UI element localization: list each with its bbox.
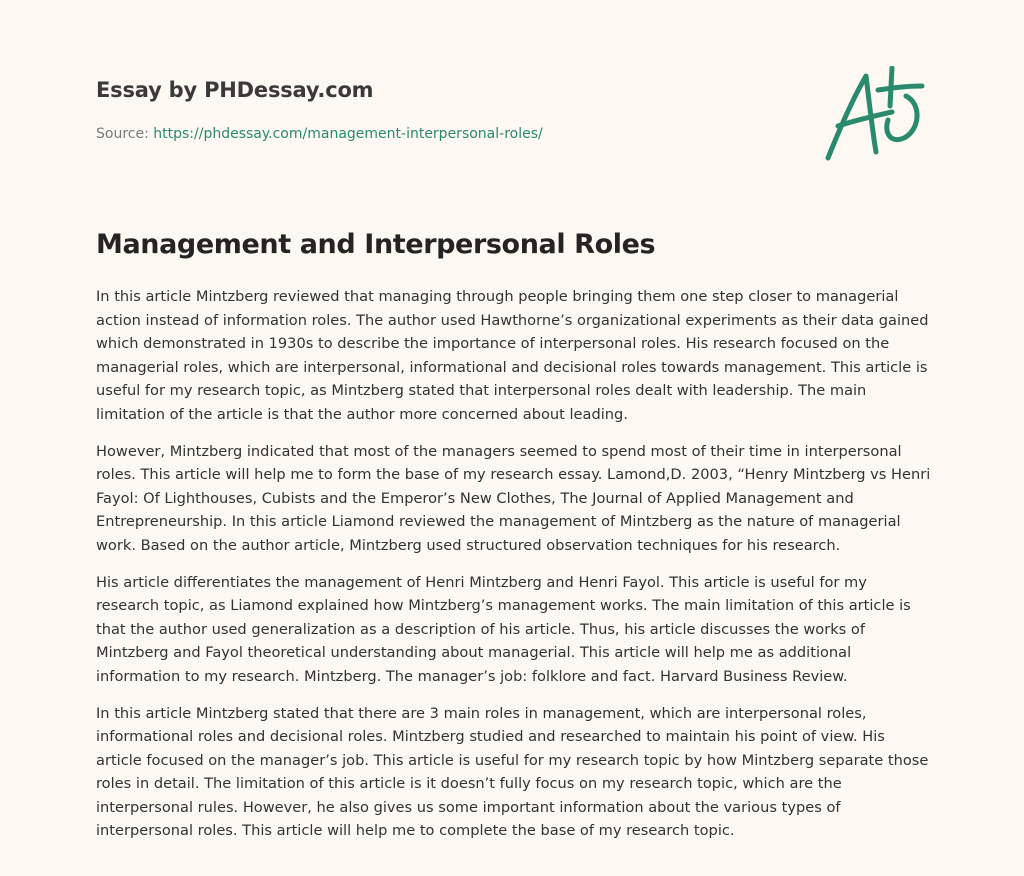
paragraph-3: His article differentiates the management of Henri Mintzberg and Henri Fayol. This article is useful for my research topic, as Liamond explained how Mintzberg’s management works. The main limitation of this article is that the author used generalization as a description of his article. Thus, his article discusses the works of Mintzberg and Fayol theoretical understanding about managerial. This article will help me as additional information to my research. Mintzberg. The manager’s job: folklore and fact. Harvard Business Review. (96, 573, 911, 685)
page-header (96, 76, 736, 144)
page-title: Management and Interpersonal Roles (96, 229, 656, 260)
site-brand: Essay by PHDessay.com (96, 78, 374, 102)
paragraph-1: In this article Mintzberg reviewed that managing through people bringing them one step closer to managerial action instead of information roles. The author used Hawthorne’s organizational experiments as their data gained which demonstrated in 1930s to describe the importance of interpersonal roles. His research focused on the managerial roles, which are interpersonal, informational and decisional roles towards management. This article is useful for my research topic, as Mintzberg stated that interpersonal roles dealt with leadership. The main limitation of the article is that the author more concerned about leading. (96, 288, 929, 423)
source-label: Source: (96, 126, 149, 142)
source-link[interactable]: https://phdessay.com/management-interpersonal-roles/ (153, 126, 543, 142)
a-plus-grade-icon (822, 66, 926, 164)
article-body (96, 285, 932, 856)
source-line (96, 124, 736, 144)
paragraph-4: In this article Mintzberg stated that there are 3 main roles in management, which are interpersonal roles, informational roles and decisional roles. Mintzberg studied and researched to maintain his point of view. His article focused on the manager’s job. This article is useful for my research topic by how Mintzberg separate those roles in detail. The limitation of this article is it doesn’t fully focus on my research topic, which are the interpersonal rules. However, he also gives us some important information about the various types of interpersonal roles. This article will help me to complete the base of my research topic. (96, 704, 929, 840)
paragraph-2: However, Mintzberg indicated that most of the managers seemed to spend most of their time in interpersonal roles. This article will help me to form the base of my research essay. Lamond,D. 2003, “Henry Mintzberg vs Henri Fayol: Of Lighthouses, Cubists and the Emperor’s New Clothes, The Journal of Applied Management and Entrepreneurship. In this article Liamond reviewed the management of Mintzberg as the nature of managerial work. Based on the author article, Mintzberg used structured observation techniques for his research. (96, 442, 931, 554)
